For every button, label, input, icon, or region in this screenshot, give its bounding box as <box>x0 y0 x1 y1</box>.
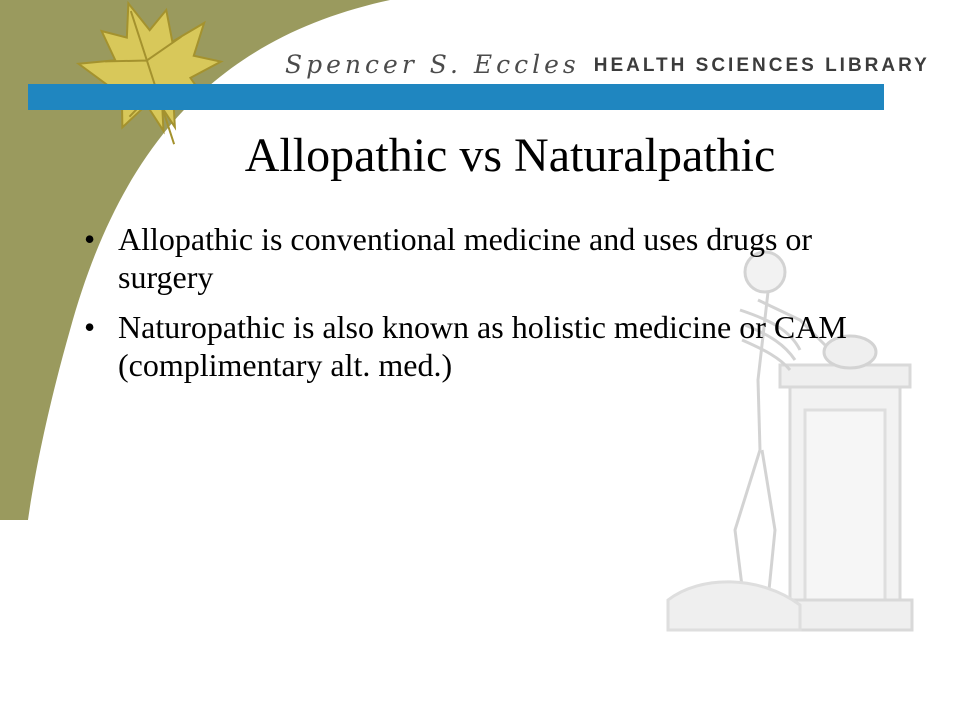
header-accent-bar <box>28 84 884 110</box>
library-header <box>285 50 930 80</box>
bullet-text: Allopathic is conventional medicine and uses drugs or surgery <box>118 221 813 295</box>
bullet-icon: • <box>84 221 96 257</box>
slide-title: Allopathic vs Naturalpathic <box>244 129 776 182</box>
bullet-item <box>80 308 910 384</box>
bullet-icon: • <box>84 309 96 345</box>
bullet-item <box>80 220 910 296</box>
bullet-text: Naturopathic is also known as holistic medicine or CAM (complimentary alt. med.) <box>118 309 847 383</box>
header-script-text: Spencer S. Eccles <box>285 50 580 79</box>
bullet-list <box>80 220 910 396</box>
header-caps-text: HEALTH SCIENCES LIBRARY <box>593 55 930 76</box>
